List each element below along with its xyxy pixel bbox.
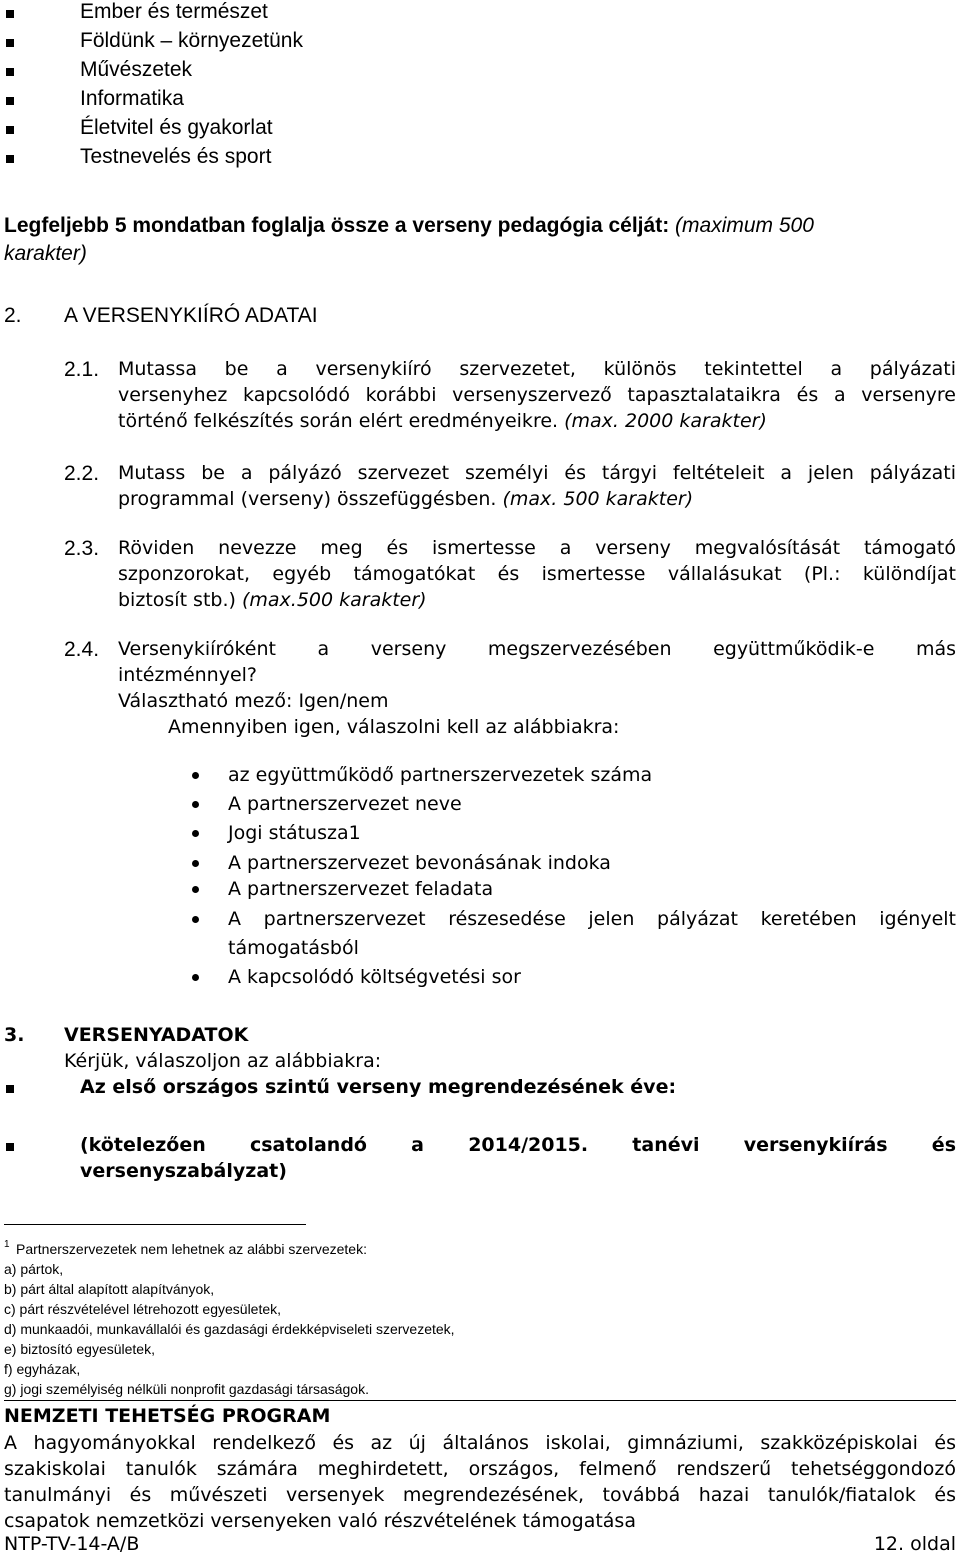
subject-item: Művészetek (80, 58, 193, 81)
question-number: 2.2. (64, 462, 100, 485)
list-item: A partnerszervezet neve (228, 793, 462, 815)
data-question-cont: versenyszabályzat) (80, 1160, 287, 1182)
footer-rule (4, 1400, 956, 1401)
footnote-item: c) párt részvételével létrehozott egyesületek, (4, 1301, 282, 1317)
round-bullet-icon (192, 886, 199, 893)
footnote-item: g) jogi személyiség nélküli nonprofit gazdasági társaságok. (4, 1381, 369, 1397)
footer-description: A hagyományokkal rendelkező és az új általános iskolai, gimnáziumi, szakközépiskolai és (4, 1432, 956, 1454)
subject-item: Testnevelés és sport (80, 145, 272, 168)
goal-prompt-limit: (maximum 500 (675, 214, 814, 237)
square-bullet-icon (6, 155, 14, 163)
footer-description: tanulmányi és művészeti versenyek megrendezésének, továbbá hazai tanulók/fiatalok és (4, 1484, 956, 1506)
question-text: történő felkészítés során elért eredményeikre. (118, 410, 559, 432)
footer-program-title: NEMZETI TEHETSÉG PROGRAM (4, 1405, 331, 1427)
section-intro: Kérjük, válaszoljon az alábbiakra: (64, 1050, 382, 1072)
question-text: programmal (verseny) összefüggésben. (118, 488, 497, 510)
list-item: Jogi státusza1 (228, 822, 361, 844)
question-text: biztosít stb.) (118, 589, 236, 611)
goal-prompt (4, 214, 956, 238)
data-question: Az első országos szintű verseny megrendezésének éve: (80, 1076, 677, 1098)
list-item: az együttműködő partnerszervezetek száma (228, 764, 653, 786)
list-item: A partnerszervezet részesedése jelen pályázat keretében igényelt (228, 908, 956, 930)
round-bullet-icon (192, 830, 199, 837)
char-limit-note: (max. 2000 karakter) (564, 410, 767, 432)
round-bullet-icon (192, 860, 199, 867)
section-number: 2. (4, 304, 22, 327)
square-bullet-icon (6, 39, 14, 47)
round-bullet-icon (192, 916, 199, 923)
data-question: (kötelezően csatolandó a 2014/2015. tanévi versenykiírás és (80, 1134, 956, 1156)
square-bullet-icon (6, 126, 14, 134)
section-title: A VERSENYKIÍRÓ ADATAI (64, 304, 318, 327)
subject-item: Életvitel és gyakorlat (80, 116, 273, 139)
question-number: 2.1. (64, 358, 100, 381)
square-bullet-icon (6, 97, 14, 105)
goal-prompt-limit-cont: karakter) (4, 242, 87, 265)
subject-item: Informatika (80, 87, 184, 110)
document-code: NTP-TV-14-A/B (4, 1533, 140, 1555)
question-text: szponzorokat, egyéb támogatókat és ismertesse vállalásukat (Pl.: különdíjat (118, 563, 956, 585)
question-text: Versenykiíróként a verseny megszervezésében együttműködik-e más (118, 638, 956, 660)
question-text: versenyhez kapcsolódó korábbi versenyszervező tapasztalataikra és a versenyre (118, 384, 956, 406)
list-item-cont: támogatásból (228, 937, 359, 959)
subject-item: Földünk – környezetünk (80, 29, 303, 52)
round-bullet-icon (192, 772, 199, 779)
question-text: Röviden nevezze meg és ismertesse a verseny megvalósítását támogató (118, 537, 956, 559)
footnote-separator (4, 1224, 306, 1225)
subject-item: Ember és természet (80, 0, 268, 23)
page-number: 12. oldal (873, 1533, 956, 1555)
square-bullet-icon (6, 1085, 14, 1093)
list-item: A partnerszervezet bevonásának indoka (228, 852, 611, 874)
square-bullet-icon (6, 10, 14, 18)
question-number: 2.3. (64, 537, 100, 560)
footnote-item: b) párt által alapított alapítványok, (4, 1281, 215, 1297)
list-item: A kapcsolódó költségvetési sor (228, 966, 521, 988)
field-type-note: Választható mező: Igen/nem (118, 690, 389, 712)
square-bullet-icon (6, 1143, 14, 1151)
section-number: 3. (4, 1024, 25, 1046)
footnote-item: a) pártok, (4, 1261, 64, 1277)
question-text-end (118, 589, 427, 611)
footnote-mark: 1 (4, 1239, 10, 1250)
section-title: VERSENYADATOK (64, 1024, 249, 1046)
question-number: 2.4. (64, 638, 100, 661)
goal-prompt-bold: Legfeljebb 5 mondatban foglalja össze a verseny pedagógia célját: (4, 214, 670, 237)
footnote-item: f) egyházak, (4, 1361, 81, 1377)
footnote-item: d) munkaadói, munkavállalói és gazdasági érdekképviseleti szervezetek, (4, 1321, 455, 1337)
square-bullet-icon (6, 68, 14, 76)
footer-description: szakiskolai tanulók számára meghirdetett, országos, felmenő rendszerű tehetséggondozó (4, 1458, 956, 1480)
question-text: Mutass be a pályázó szervezet személyi és tárgyi feltételeit a jelen pályázati (118, 462, 956, 484)
footnote-item: e) biztosító egyesületek, (4, 1341, 155, 1357)
list-item: A partnerszervezet feladata (228, 878, 494, 900)
round-bullet-icon (192, 801, 199, 808)
conditional-note: Amennyiben igen, válaszolni kell az alábbiakra: (168, 716, 620, 738)
footer-description: csapatok nemzetközi versenyeken való részvételének támogatása (4, 1510, 636, 1532)
question-text: intézménnyel? (118, 664, 258, 686)
question-text: Mutassa be a versenykiíró szervezetet, különös tekintettel a pályázati (118, 358, 956, 380)
char-limit-note: (max.500 karakter) (241, 589, 427, 611)
round-bullet-icon (192, 974, 199, 981)
footnote-title: Partnerszervezetek nem lehetnek az alábbi szervezetek: (16, 1241, 367, 1257)
question-text-end (118, 410, 767, 432)
char-limit-note: (max. 500 karakter) (502, 488, 694, 510)
question-text-end (118, 488, 693, 510)
